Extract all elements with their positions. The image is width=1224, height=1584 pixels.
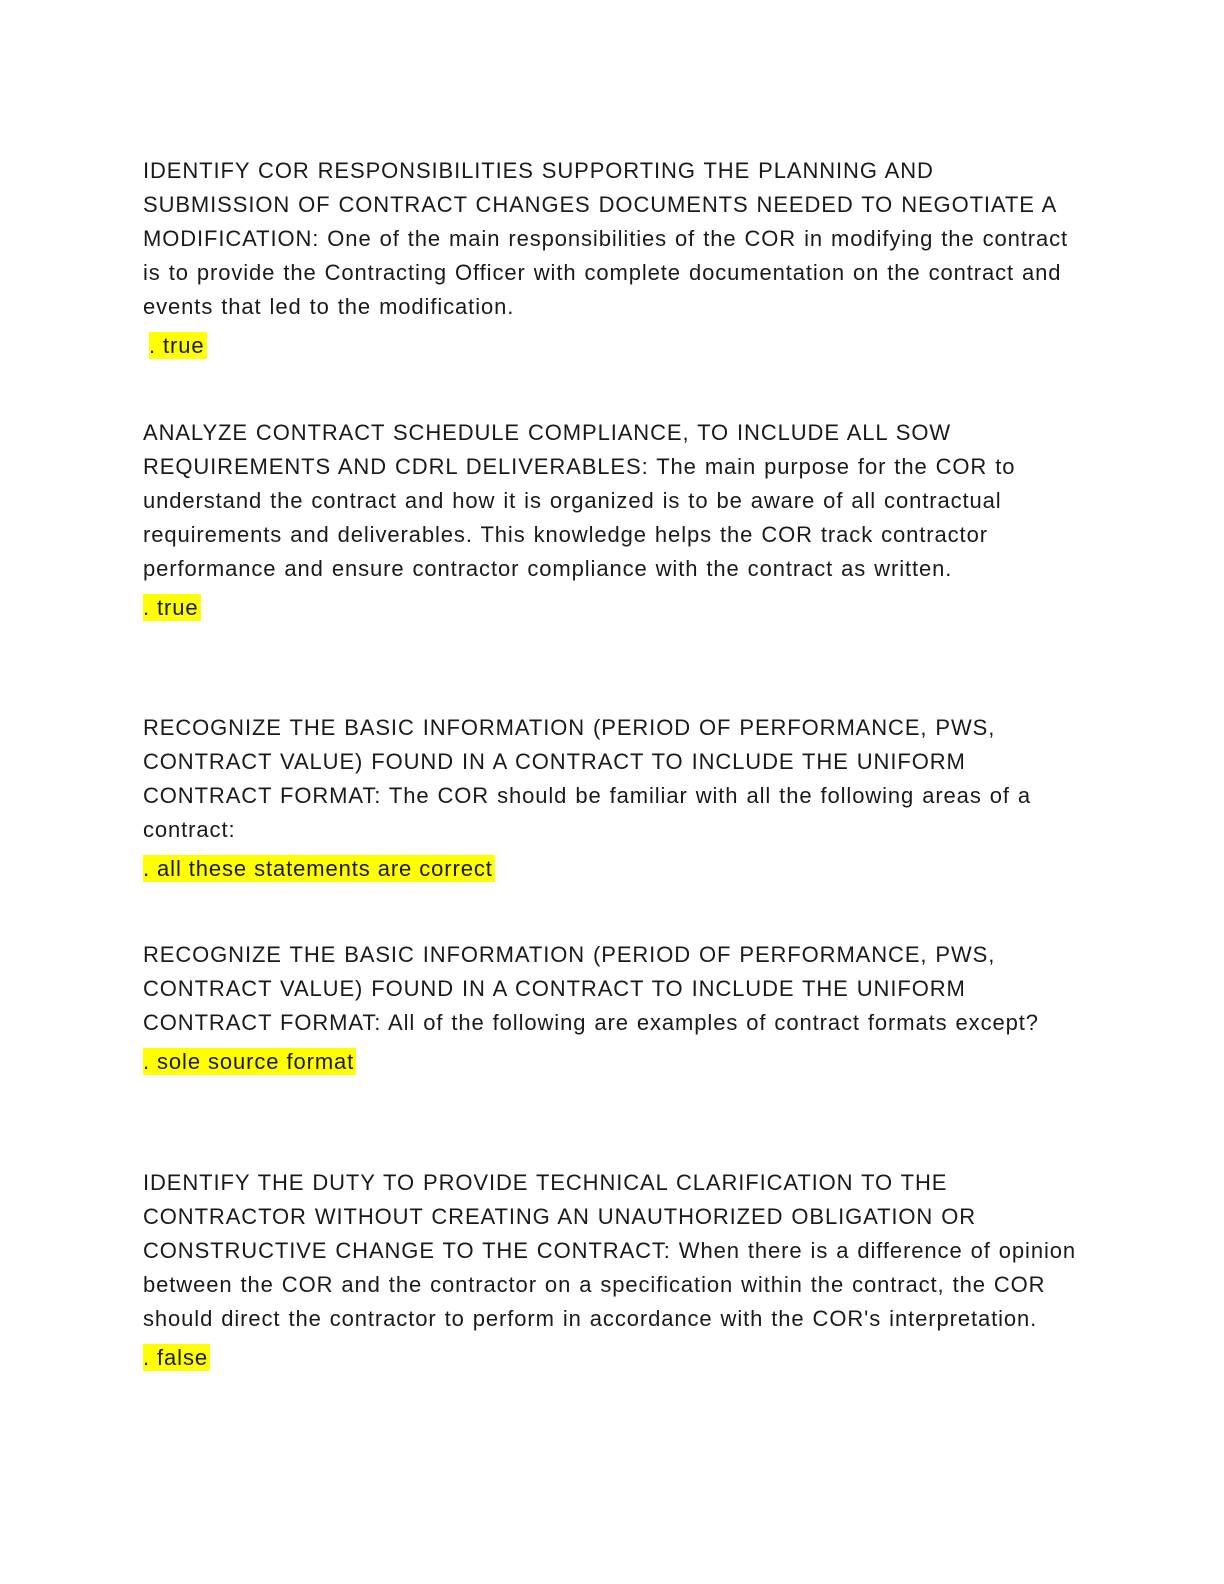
- qa-block: [143, 1166, 1083, 1371]
- highlighted-answer: . false: [143, 1345, 208, 1370]
- qa-block: [143, 154, 1083, 359]
- question-text: ANALYZE CONTRACT SCHEDULE COMPLIANCE, TO INCLUDE ALL SOW REQUIREMENTS AND CDRL DELIVERABLES: The main purpose for the COR to understand the contract and how it is organized is to be aware of all contractual requirements and deliverables. This knowledge helps the COR track contractor performance and ensure contractor compliance with the contract as written.: [143, 420, 1016, 581]
- qa-block: [143, 416, 1083, 621]
- question-text: RECOGNIZE THE BASIC INFORMATION (PERIOD OF PERFORMANCE, PWS, CONTRACT VALUE) FOUND IN A CONTRACT TO INCLUDE THE UNIFORM CONTRACT FORMAT: The COR should be familiar with all the following areas of a contract:: [143, 715, 1032, 842]
- highlighted-answer: . all these statements are correct: [143, 856, 493, 881]
- question-text: IDENTIFY COR RESPONSIBILITIES SUPPORTING THE PLANNING AND SUBMISSION OF CONTRACT CHANGES DOCUMENTS NEEDED TO NEGOTIATE A MODIFICATION: One of the main responsibilities of the COR in modifying the contract is to provide the Contracting Officer with complete documentation on the contract and events that led to the modification.: [143, 158, 1069, 319]
- highlighted-answer: . true: [143, 595, 199, 620]
- qa-block: [143, 938, 1083, 1075]
- question-text: IDENTIFY THE DUTY TO PROVIDE TECHNICAL CLARIFICATION TO THE CONTRACTOR WITHOUT CREATING AN UNAUTHORIZED OBLIGATION OR CONSTRUCTIVE CHANGE TO THE CONTRACT: When there is a difference of opinion between the COR and the contractor on a specification within the contract, the COR should direct the contractor to perform in accordance with the COR's interpretation.: [143, 1170, 1077, 1331]
- qa-block: [143, 711, 1083, 882]
- highlighted-answer: . true: [149, 333, 205, 358]
- question-text: RECOGNIZE THE BASIC INFORMATION (PERIOD OF PERFORMANCE, PWS, CONTRACT VALUE) FOUND IN A CONTRACT TO INCLUDE THE UNIFORM CONTRACT FORMAT: All of the following are examples of contract formats except?: [143, 942, 1039, 1035]
- highlighted-answer: . sole source format: [143, 1049, 355, 1074]
